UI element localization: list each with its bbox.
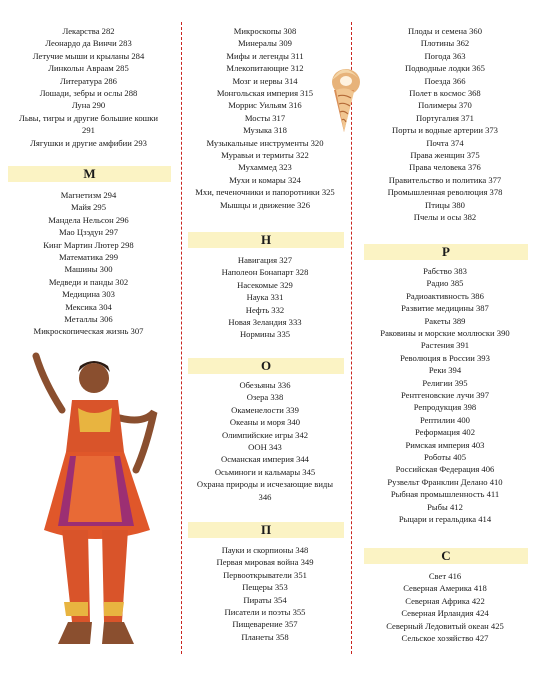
index-entry[interactable]: Роботы 405	[424, 452, 466, 462]
index-entry[interactable]: Рабство 383	[423, 266, 467, 276]
index-entry[interactable]: Первооткрыватели 351	[223, 569, 307, 580]
index-entry[interactable]: Математика 299	[58, 252, 119, 262]
index-entry[interactable]: Рыцари и геральдика 414	[398, 514, 492, 524]
index-entry[interactable]: Мандела Нельсон 296	[48, 214, 129, 225]
index-entry[interactable]: Пираты 354	[243, 594, 287, 605]
index-entry[interactable]: Муравьи и термиты 322	[221, 150, 309, 160]
index-entry[interactable]: Мифы и легенды 311	[226, 50, 304, 61]
index-entry[interactable]: Микроскопическая жизнь 307	[33, 326, 144, 337]
index-entry[interactable]: Религии 395	[422, 377, 468, 388]
index-entry[interactable]: Плотины 362	[420, 38, 470, 49]
seashell-illustration	[324, 56, 366, 134]
index-entry[interactable]: Моррис Уильям 316	[228, 100, 302, 111]
index-entry[interactable]: Музыкальные инструменты 320	[206, 137, 324, 148]
index-entry[interactable]: Магнетизм 294	[60, 190, 117, 200]
index-entry[interactable]: Кинг Мартин Лютер 298	[43, 239, 134, 250]
index-entry[interactable]: Мышцы и движение 326	[219, 199, 311, 210]
index-entry[interactable]: Полимеры 370	[418, 100, 472, 111]
index-entry[interactable]: 346	[258, 491, 272, 502]
index-entry[interactable]: Мао Цзэдун 297	[58, 227, 119, 238]
index-entry[interactable]: Олимпийские игры 342	[221, 429, 309, 440]
index-entry[interactable]: Реформация 402	[414, 427, 475, 438]
index-entry[interactable]: Летучие мыши и крыланы 284	[32, 50, 145, 61]
index-entry[interactable]: Лошади, зебры и ослы 288	[39, 88, 138, 98]
index-entry[interactable]: Права женщин 375	[410, 150, 480, 160]
index-entry[interactable]: Планеты 358	[241, 631, 289, 642]
index-entry[interactable]: Литература 286	[60, 75, 117, 86]
index-entry[interactable]: Мосты 317	[244, 112, 286, 123]
index-entry[interactable]: Российская Федерация 406	[395, 464, 495, 475]
index-entry[interactable]: Рузвельт Франклин Делано 410	[387, 476, 503, 487]
index-entry[interactable]: Писатели и поэты 355	[224, 607, 306, 617]
index-entry[interactable]: Новая Зеландия 333	[228, 317, 302, 327]
index-entry[interactable]: Рыбная промышленность 411	[390, 489, 500, 500]
index-entry[interactable]: Северная Африка 422	[405, 595, 485, 606]
index-entry[interactable]: Медведи и панды 302	[48, 276, 129, 287]
index-entry[interactable]: Плоды и семена 360	[407, 26, 483, 36]
index-entry[interactable]: Пещеры 353	[242, 582, 288, 593]
index-entry[interactable]: Почта 374	[426, 137, 464, 148]
index-entry[interactable]: Майя 295	[70, 202, 107, 213]
index-entry[interactable]: Океаны и моря 340	[229, 417, 301, 428]
index-entry[interactable]: Нефть 332	[245, 304, 285, 315]
index-entry[interactable]: Промышленная революция 378	[387, 187, 503, 198]
index-entry[interactable]: Наполеон Бонапарт 328	[221, 267, 309, 278]
index-entry[interactable]: Подводные лодки 365	[405, 63, 485, 74]
section-header-М: М	[8, 166, 171, 182]
section-header-П: П	[188, 522, 344, 538]
index-entry[interactable]: Радиоактивность 386	[406, 290, 484, 301]
dancer-illustration	[22, 352, 172, 652]
index-entry[interactable]: Птицы 380	[425, 199, 465, 210]
index-entry[interactable]: Озера 338	[246, 392, 284, 403]
index-entry[interactable]: Луна 290	[71, 100, 106, 111]
index-entry[interactable]: Машины 300	[64, 264, 113, 275]
index-entry[interactable]: Пчелы и осы 382	[413, 212, 477, 222]
section-header-С: С	[364, 548, 528, 564]
index-entry[interactable]: Млекопитающие 312	[226, 63, 304, 74]
index-entry[interactable]: Медицина 303	[62, 289, 115, 300]
index-entry[interactable]: Нормины 335	[239, 329, 291, 340]
index-entry[interactable]: ООН 343	[248, 442, 282, 452]
index-entry[interactable]: Пауки и скорпионы 348	[221, 545, 309, 555]
index-entry[interactable]: Первая мировая война 349	[216, 557, 314, 568]
index-entry[interactable]: Охрана природы и исчезающие виды	[196, 479, 334, 490]
index-entry[interactable]: Погода 363	[424, 50, 466, 61]
index-entry[interactable]: Обезьяны 336	[239, 380, 291, 390]
index-entry[interactable]: Сельское хозяйство 427	[401, 633, 489, 643]
index-entry[interactable]: Правительство и политика 377	[388, 174, 502, 185]
index-entry[interactable]: Реки 394	[428, 365, 462, 376]
index-entry[interactable]: Полет в космос 368	[409, 88, 481, 98]
index-entry[interactable]: Португалия 371	[416, 112, 474, 123]
index-entry[interactable]: Минералы 309	[238, 38, 292, 49]
index-entry[interactable]: Насекомые 329	[237, 279, 293, 290]
index-entry[interactable]: Лекарства 282	[62, 26, 115, 36]
index-entry[interactable]: Мексика 304	[65, 301, 112, 312]
index-entry[interactable]: Микроскопы 308	[233, 26, 297, 36]
index-entry[interactable]: Рыбы 412	[427, 501, 463, 512]
index-entry[interactable]: Леонардо да Винчи 283	[45, 38, 132, 49]
index-entry[interactable]: Монгольская империя 315	[216, 88, 314, 98]
index-entry[interactable]: Поезда 366	[424, 75, 466, 86]
section-header-О: О	[188, 358, 344, 374]
index-entry[interactable]: Мозг и нервы 314	[232, 75, 298, 86]
index-entry[interactable]: Рептилии 400	[420, 414, 470, 425]
index-entry[interactable]: Рентгеновские лучи 397	[400, 390, 490, 400]
index-entry[interactable]: Северный Ледовитый океан 425	[386, 620, 504, 631]
section-header-Н: Н	[188, 232, 344, 248]
index-entry[interactable]: Металлы 306	[64, 314, 113, 324]
index-entry[interactable]: Пищеварение 357	[232, 619, 298, 630]
index-entry[interactable]: Наука 331	[246, 292, 284, 303]
index-entry[interactable]: Права человека 376	[409, 162, 481, 173]
index-entry[interactable]: Мухи и комары 324	[229, 174, 301, 185]
index-entry[interactable]: Навигация 327	[237, 255, 293, 265]
index-entry[interactable]: Линкольн Авраам 285	[48, 63, 129, 74]
index-entry[interactable]: Львы, тигры и другие большие кошки	[18, 112, 159, 123]
index-entry[interactable]: 291	[82, 125, 95, 136]
index-entry[interactable]: Мхи, печеночники и папоротники 325	[195, 187, 335, 198]
index-entry[interactable]: Свет 416	[428, 571, 462, 581]
index-entry[interactable]: Осьминоги и кальмары 345	[214, 466, 316, 477]
index-entry[interactable]: Северная Америка 418	[403, 583, 487, 594]
section-header-Р: Р	[364, 244, 528, 260]
index-entry[interactable]: Репродукция 398	[413, 402, 477, 413]
index-entry[interactable]: Порты и водные артерии 373	[392, 125, 498, 136]
index-entry[interactable]: Османская империя 344	[221, 454, 309, 465]
index-entry[interactable]: Революция в России 393	[400, 352, 490, 363]
index-entry[interactable]: Музыка 318	[243, 125, 287, 136]
index-entry[interactable]: Окаменелости 339	[231, 404, 299, 415]
index-column-3	[356, 0, 534, 692]
index-entry[interactable]: Мухаммед 323	[238, 162, 292, 173]
index-entry[interactable]: Радио 385	[426, 278, 464, 289]
index-entry[interactable]: Растения 391	[420, 340, 470, 351]
index-entry[interactable]: Ракеты 389	[424, 315, 466, 326]
index-entry[interactable]: Раковины и морские моллюски 390	[380, 328, 510, 338]
index-entry[interactable]: Римская империя 403	[405, 439, 485, 450]
index-entry[interactable]: Северная Ирландия 424	[401, 608, 489, 619]
index-entry[interactable]: Развитие медицины 387	[401, 303, 489, 314]
index-entry[interactable]: Лягушки и другие амфибии 293	[30, 137, 147, 148]
